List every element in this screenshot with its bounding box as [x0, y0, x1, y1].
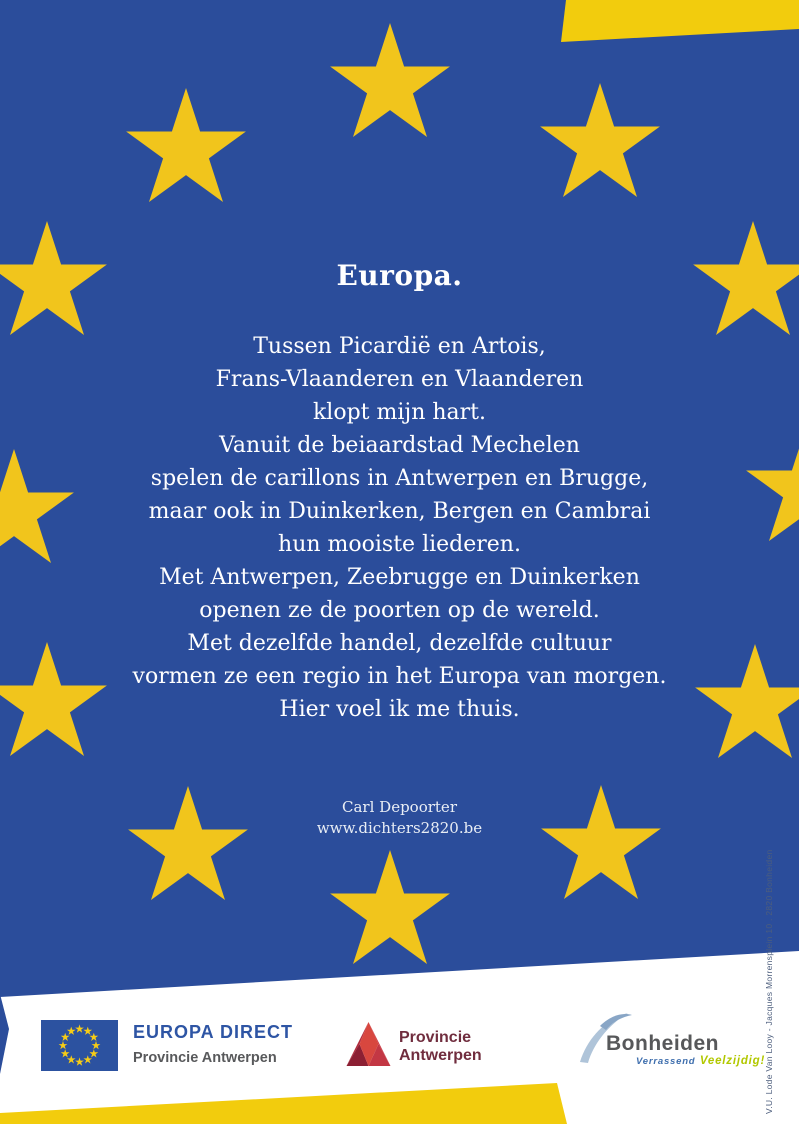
poem-line: Tussen Picardië en Artois, — [253, 334, 546, 359]
eu-flag-icon — [41, 1020, 118, 1071]
bonheiden-tagline-veelzijdig: Veelzijdig! — [699, 1055, 766, 1067]
bonheiden-name: Bonheiden — [606, 1032, 719, 1055]
bonheiden-tagline — [636, 1051, 765, 1069]
poem-line: spelen de carillons in Antwerpen en Brugge, — [150, 466, 649, 491]
attribution-website: www.dichters2820.be — [316, 819, 483, 837]
poem-line: Frans-Vlaanderen en Vlaanderen — [215, 367, 584, 392]
poem-line: Met dezelfde handel, dezelfde cultuur — [187, 631, 612, 656]
imprint-vertical-text: V.U. Lode Van Looy - Jacques Morrensplein 10 . 2820 Bonheiden — [764, 849, 774, 1114]
provincie-antwerpen-logo — [399, 1029, 482, 1064]
provincie-antwerpen-triangle-icon — [346, 1022, 391, 1066]
poem-line: hun mooiste liederen. — [278, 532, 521, 557]
bonheiden-logo — [578, 1008, 768, 1068]
europa-direct-subtitle: Provincie Antwerpen — [133, 1050, 277, 1066]
provincie-antwerpen-line1: Provincie — [399, 1029, 472, 1046]
bonheiden-tagline-verrassend: Verrassend — [636, 1056, 696, 1067]
attribution-author: Carl Depoorter — [342, 798, 457, 816]
poem-line: Vanuit de beiaardstad Mechelen — [219, 433, 580, 458]
poem-line: vormen ze een regio in het Europa van morgen. — [132, 664, 667, 689]
poem-line: Hier voel ik me thuis. — [279, 697, 520, 722]
poem-line: openen ze de poorten op de wereld. — [199, 598, 600, 623]
poem-line: klopt mijn hart. — [312, 400, 487, 425]
europa-direct-logo — [133, 1022, 293, 1066]
poem-line: maar ook in Duinkerken, Bergen en Cambrai — [148, 499, 651, 524]
provincie-antwerpen-line2: Antwerpen — [399, 1046, 482, 1064]
europa-direct-title: EUROPA DIRECT — [133, 1022, 294, 1042]
poem-title: Europa. — [336, 259, 463, 292]
poem-line: Met Antwerpen, Zeebrugge en Duinkerken — [159, 565, 640, 590]
